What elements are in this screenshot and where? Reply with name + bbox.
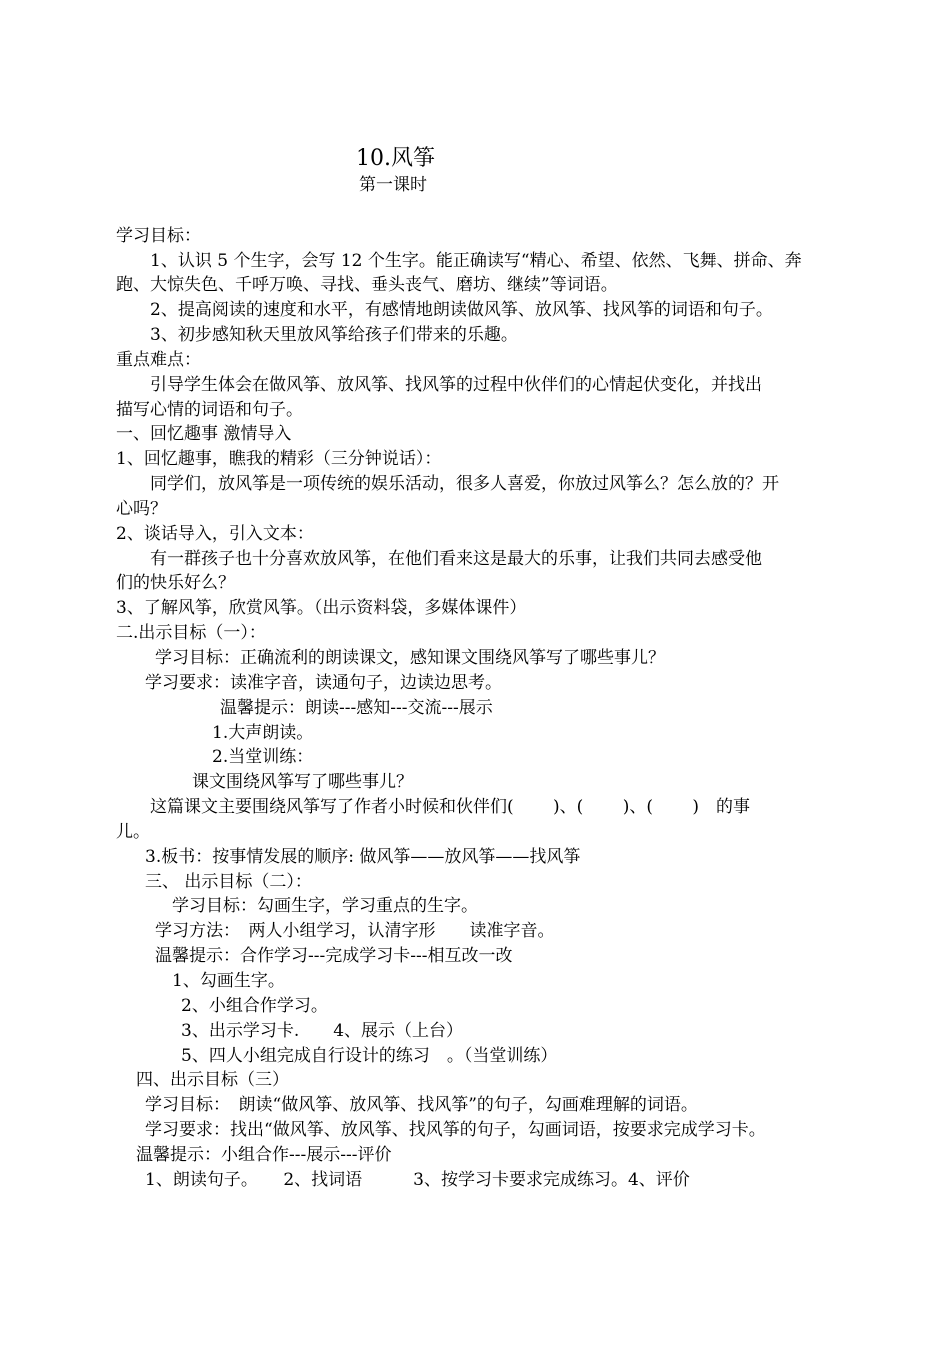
text-line: 学习要求：读准字音，读通句子，边读边思考。: [145, 673, 502, 693]
text-line: 2.当堂训练：: [212, 747, 314, 767]
text-line: 引导学生体会在做风筝、放风筝、找风筝的过程中伙伴们的心情起伏变化，并找出: [150, 375, 762, 395]
document-title: 10.风筝: [356, 146, 435, 171]
section-heading: 四、出示目标（三）: [136, 1070, 289, 1090]
text-line: 同学们，放风筝是一项传统的娱乐活动，很多人喜爱，你放过风筝么？怎么放的？开: [150, 474, 779, 494]
text-line: 课文围绕风筝写了哪些事儿？: [192, 772, 413, 792]
text-line: 2、小组合作学习。: [181, 996, 328, 1016]
text-line: 1、朗读句子。 2、找词语 3、按学习卡要求完成练习。4、评价: [145, 1170, 690, 1190]
text-line: 跑、大惊失色、千呼万唤、寻找、垂头丧气、磨坊、继续”等词语。: [116, 275, 618, 295]
text-line: 们的快乐好么？: [116, 573, 235, 593]
text-line: 温馨提示：小组合作---展示---评价: [136, 1145, 392, 1165]
text-line: 1、勾画生字。: [172, 971, 285, 991]
text-line: 1.大声朗读。: [212, 723, 314, 743]
section-heading: 一、回忆趣事 激情导入: [116, 424, 292, 444]
text-line: 1、回忆趣事，瞧我的精彩（三分钟说话）：: [116, 449, 442, 469]
text-line: 1、认识 5 个生字，会写 12 个生字。能正确读写“精心、希望、依然、飞舞、拼命、奔: [150, 251, 802, 271]
text-line: 心吗？: [116, 499, 167, 519]
text-line: 3、初步感知秋天里放风筝给孩子们带来的乐趣。: [150, 325, 518, 345]
text-line: 这篇课文主要围绕风筝写了作者小时候和伙伴们( )、( )、( ) 的事: [150, 797, 751, 817]
text-line: 有一群孩子也十分喜欢放风筝，在他们看来这是最大的乐事，让我们共同去感受他: [150, 549, 762, 569]
text-line: 学习目标：正确流利的朗读课文，感知课文围绕风筝写了哪些事儿？: [155, 648, 665, 668]
text-line: 3.板书：按事情发展的顺序: 做风筝——放风筝——找风筝: [145, 847, 581, 867]
text-line: 学习要求：找出“做风筝、放风筝、找风筝的句子，勾画词语，按要求完成学习卡。: [145, 1120, 766, 1140]
text-line: 学习方法： 两人小组学习，认清字形 读准字音。: [155, 921, 555, 941]
section-heading: 重点难点：: [116, 350, 201, 370]
text-line: 学习目标：勾画生字，学习重点的生字。: [172, 896, 478, 916]
text-line: 温馨提示：朗读---感知---交流---展示: [220, 698, 493, 718]
text-line: 3、出示学习卡. 4、展示（上台）: [181, 1021, 464, 1041]
text-line: 3、了解风筝，欣赏风筝。（出示资料袋，多媒体课件）: [116, 598, 527, 618]
text-line: 5、四人小组完成自行设计的练习 。（当堂训练）: [181, 1046, 558, 1066]
text-line: 2、谈话导入，引入文本：: [116, 524, 314, 544]
text-line: 学习目标：: [116, 226, 201, 246]
text-line: 学习目标： 朗读“做风筝、放风筝、找风筝”的句子，勾画难理解的词语。: [145, 1095, 698, 1115]
section-heading: 三、 出示目标（二）：: [145, 872, 312, 892]
text-line: 温馨提示：合作学习---完成学习卡---相互改一改: [155, 946, 513, 966]
text-line: 描写心情的词语和句子。: [116, 400, 303, 420]
section-heading: 二.出示目标（一）：: [116, 623, 266, 643]
text-line: 儿。: [116, 822, 150, 842]
text-line: 2、提高阅读的速度和水平，有感情地朗读做风筝、放风筝、找风筝的词语和句子。: [150, 300, 773, 320]
document-subtitle: 第一课时: [359, 175, 427, 195]
